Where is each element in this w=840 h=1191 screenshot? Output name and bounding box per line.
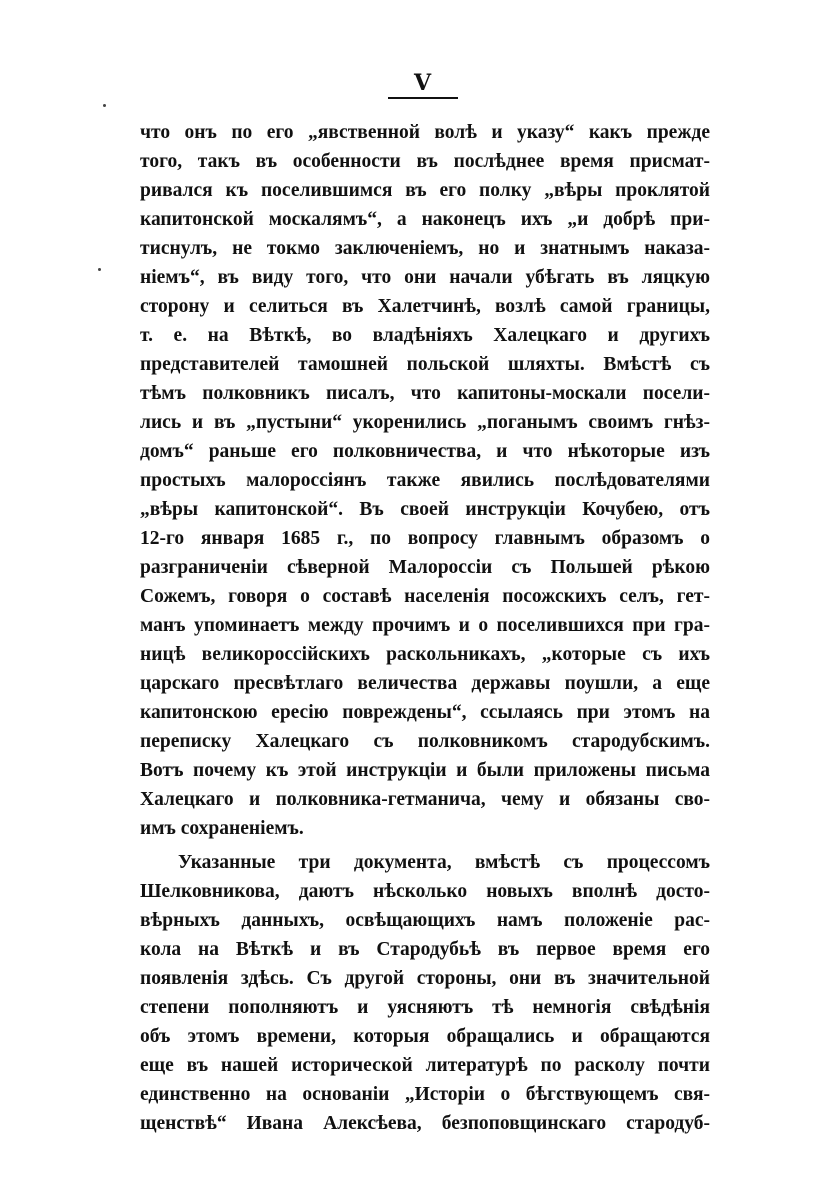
header-rule — [388, 97, 458, 99]
text-line: 12-го января 1685 г., по вопросу главнымъ образомъ о — [140, 528, 710, 549]
text-line: разграниченіи сѣверной Малороссіи съ Польшей рѣкою — [140, 557, 710, 578]
text-line: Шелковникова, даютъ нѣсколько новыхъ вполнѣ досто- — [140, 881, 710, 902]
text-line: представителей тамошней польской шляхты. Вмѣстѣ съ — [140, 354, 710, 375]
text-line: лись и въ „пустыни“ укоренились „поганымъ своимъ гнѣз- — [140, 412, 710, 433]
text-line: Указанные три документа, вмѣстѣ съ процессомъ — [178, 852, 710, 873]
text-line: домъ“ раньше его полковничества, и что нѣкоторые изъ — [140, 441, 710, 462]
text-line: капитонской москалямъ“, а наконецъ ихъ „и добрѣ при- — [140, 209, 710, 230]
text-line: капитонскою ересію повреждены“, ссылаясь при этомъ на — [140, 702, 710, 723]
body-text — [140, 118, 710, 1138]
text-line: степени пополняютъ и уясняютъ тѣ немногія свѣдѣнія — [140, 997, 710, 1018]
text-line: тѣмъ полковникъ писалъ, что капитоны-москали посели- — [140, 383, 710, 404]
text-line: щенствѣ“ Ивана Алексѣева, безпоповщинскаго стародуб- — [140, 1113, 710, 1134]
text-line: сторону и селиться въ Халетчинѣ, возлѣ самой границы, — [140, 296, 710, 317]
text-line: царскаго пресвѣтлаго величества державы поушли, а еще — [140, 673, 710, 694]
text-line: простыхъ малороссіянъ также явились послѣдователями — [140, 470, 710, 491]
text-line: появленія здѣсь. Съ другой стороны, они въ значительной — [140, 968, 710, 989]
page-header — [388, 70, 458, 96]
text-line: тиснулъ, не токмо заключеніемъ, но и знатнымъ наказа- — [140, 238, 710, 259]
text-line: того, такъ въ особенности въ послѣднее время присмат- — [140, 151, 710, 172]
text-line: ницѣ великороссійскихъ раскольникахъ, „которые съ ихъ — [140, 644, 710, 665]
text-line: манъ упоминаетъ между прочимъ и о поселившихся при гра- — [140, 615, 710, 636]
text-line: переписку Халецкаго съ полковникомъ стародубскимъ. — [140, 731, 710, 752]
text-line: Халецкаго и полковника-гетманича, чему и обязаны сво- — [140, 789, 710, 810]
text-line: ніемъ“, въ виду того, что они начали убѣгать въ ляцкую — [140, 267, 710, 288]
page-number: V — [413, 70, 433, 96]
scan-speck — [98, 268, 101, 271]
text-line: вѣрныхъ данныхъ, освѣщающихъ намъ положеніе рас- — [140, 910, 710, 931]
text-line: что онъ по его „явственной волѣ и указу“ какъ прежде — [140, 122, 710, 143]
text-line: Вотъ почему къ этой инструкціи и были приложены письма — [140, 760, 710, 781]
text-line: ривался къ поселившимся въ его полку „вѣры проклятой — [140, 180, 710, 201]
text-line: „вѣры капитонской“. Въ своей инструкціи Кочубею, отъ — [140, 499, 710, 520]
text-line: т. е. на Вѣткѣ, во владѣніяхъ Халецкаго и другихъ — [140, 325, 710, 346]
scan-speck — [103, 104, 106, 107]
text-line: еще въ нашей исторической литературѣ по расколу почти — [140, 1055, 710, 1076]
text-line: единственно на основаніи „Исторіи о бѣгствующемъ свя- — [140, 1084, 710, 1105]
text-line: кола на Вѣткѣ и въ Стародубьѣ въ первое время его — [140, 939, 710, 960]
text-line: Сожемъ, говоря о составѣ населенія посожскихъ селъ, гет- — [140, 586, 710, 607]
text-line: имъ сохраненіемъ. — [140, 818, 304, 839]
paragraph-1 — [140, 118, 710, 843]
text-line: объ этомъ времени, которыя обращались и обращаются — [140, 1026, 710, 1047]
paragraph-2 — [140, 848, 710, 1138]
